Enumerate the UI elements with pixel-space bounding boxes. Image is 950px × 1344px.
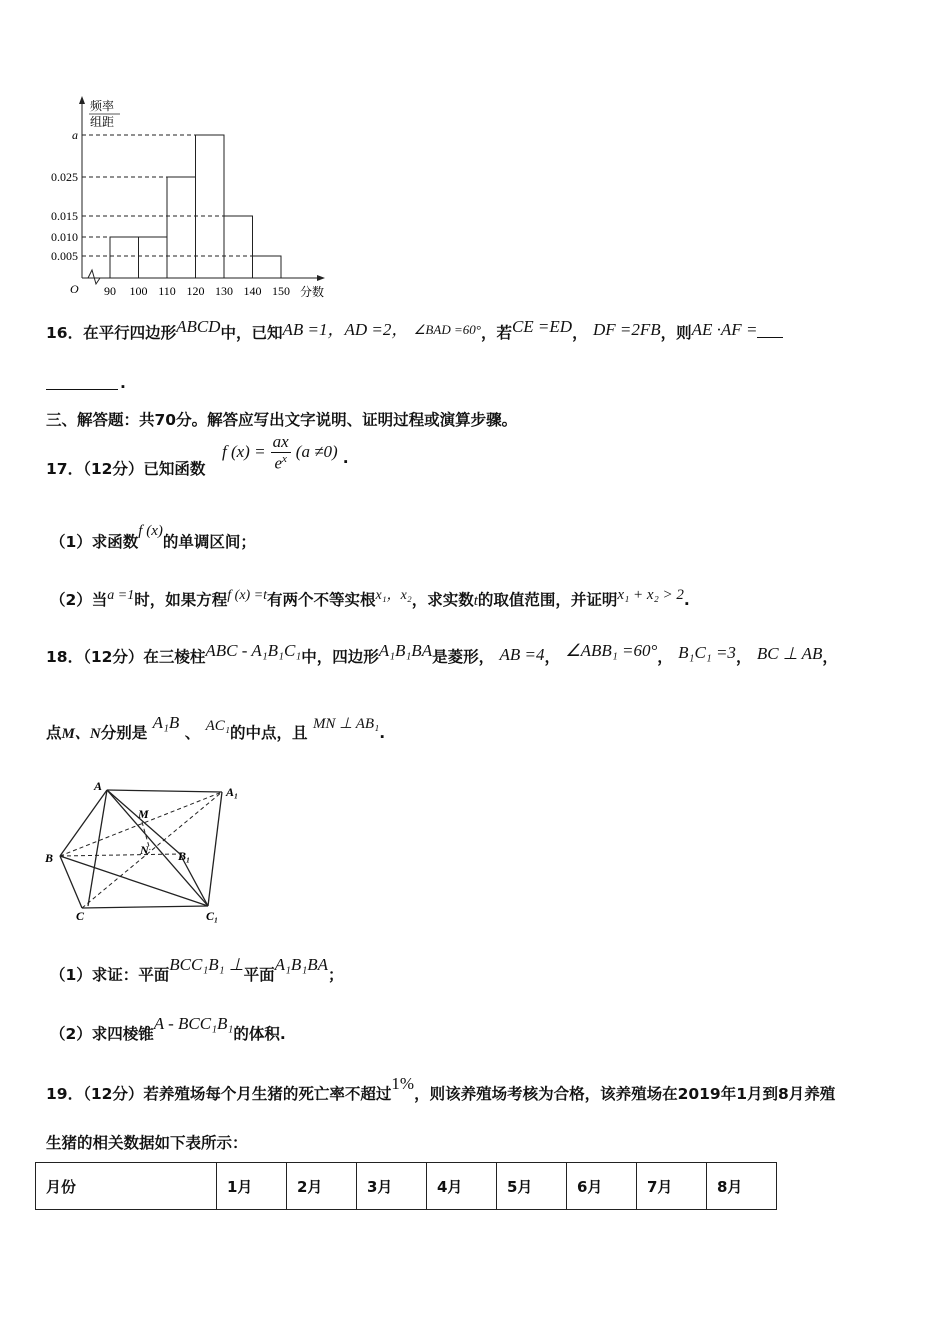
q19-line1 <box>46 1074 836 1104</box>
vertex-A: A <box>94 779 103 793</box>
q18-b1c1: B₁C₁ =3 <box>678 643 736 662</box>
q18-text: . <box>379 724 386 742</box>
q19-text: 19．（12分）若养殖场每个月生猪的死亡率不超过 <box>46 1085 392 1103</box>
q18-plane1: BCC₁B₁ ⊥ <box>169 955 244 974</box>
q18-text: 中，四边形 <box>301 648 379 666</box>
q18-text: ， <box>544 648 561 666</box>
edge-A-A1 <box>107 790 222 792</box>
q16-abcd: ABCD <box>176 317 221 336</box>
y-tick-label: 0.015 <box>51 209 78 223</box>
table-row <box>36 1163 777 1210</box>
histogram-bar <box>167 177 196 278</box>
q19-text: ，则该养殖场考核为合格，该养殖场在2019年1月到8月养殖 <box>414 1085 836 1103</box>
q18-angle: ∠ABB₁ =60° <box>565 641 658 660</box>
q17-part2-text: . <box>683 591 690 609</box>
q16-text: ，则 <box>660 324 692 342</box>
histogram-bar <box>139 237 168 278</box>
histogram-bar <box>110 237 139 278</box>
x-tick-label: 110 <box>158 284 176 298</box>
edge-C-A1 <box>82 792 222 908</box>
x-tick-label: 130 <box>215 284 233 298</box>
q18-mnperp: MN ⊥ AB₁ <box>312 716 380 732</box>
q18-line2 <box>46 713 386 743</box>
y-tick-label: 0.010 <box>51 230 78 244</box>
edge-C-C1 <box>82 906 208 908</box>
vertex-B: B <box>45 851 54 865</box>
x-tick-label: 100 <box>129 284 148 298</box>
q17-part2 <box>50 588 690 610</box>
frequency-histogram <box>30 92 350 307</box>
q16-text: ，若 <box>480 324 512 342</box>
section-heading: 三、解答题：共70分。解答应写出文字说明、证明过程或演算步骤。 <box>46 411 518 429</box>
q18-part2-text: （2）求四棱锥 <box>50 1025 154 1043</box>
q18-part1 <box>50 955 344 985</box>
q17-part2-text: 有两个不等实根 <box>267 591 376 609</box>
q17-function <box>222 432 349 474</box>
vertex-B1: B₁ <box>178 849 191 863</box>
q16-text: ， <box>572 324 588 342</box>
y-axis-arrow <box>79 96 85 104</box>
q18-mn: M、N <box>61 726 101 742</box>
vertex-M: M <box>138 807 149 821</box>
q18-line1 <box>46 641 838 667</box>
q17-number: 17．（12分）已知函数 <box>46 460 206 478</box>
q17-part2-a: a =1 <box>107 588 135 603</box>
q16-ce: CE =ED <box>511 317 573 336</box>
q18-plane2: A₁B₁BA <box>274 955 328 974</box>
q17-part2-text: 的取值范围，并证明 <box>477 591 618 609</box>
q18-part1-text: ； <box>328 966 344 984</box>
edge-B-B1 <box>60 854 180 856</box>
vertex-C1: C₁ <box>206 909 219 923</box>
y-tick-label: 0.025 <box>51 170 78 184</box>
q17-part1 <box>50 523 256 552</box>
q18-a1b: A₁B <box>152 713 180 732</box>
edge-A-B <box>60 790 107 856</box>
table-header-cell: 2月 <box>287 1163 357 1210</box>
x-tick-label: 90 <box>104 284 116 298</box>
q17-part2-eq: f (x) =t <box>227 588 268 603</box>
q18-part2 <box>50 1014 286 1044</box>
q17-part2-ineq: x₁ + x₂ > 2 <box>617 587 684 603</box>
x-tick-label: 140 <box>243 284 262 298</box>
x-axis-arrow <box>317 275 325 281</box>
q18-part1-text: 平面 <box>243 966 275 984</box>
q17-period: . <box>342 449 349 467</box>
q16-number: 16．在平行四边形 <box>46 324 177 342</box>
q18-text: 分别是 <box>100 724 148 742</box>
q18-ab: AB =4 <box>499 645 545 664</box>
answer-blank-cont[interactable] <box>46 375 118 390</box>
histogram-bar <box>253 256 282 278</box>
q18-prism: ABC - A₁B₁C₁ <box>205 641 302 660</box>
axis-break <box>88 270 100 284</box>
edge-A-C <box>88 790 107 906</box>
vertex-N: N <box>140 843 149 857</box>
table-header-cell: 月份 <box>36 1163 217 1210</box>
y-tick-label: a <box>72 128 78 142</box>
q18-text: ， <box>735 648 752 666</box>
q16-ab: AB =1， <box>282 320 345 339</box>
x-tick-label: 120 <box>186 284 205 298</box>
y-axis-label-bottom: 组距 <box>90 115 115 129</box>
q16-ad: AD =2， <box>344 320 409 339</box>
y-tick-label: 0.005 <box>51 249 78 263</box>
origin-label: O <box>70 282 79 296</box>
q16-df: DF =2FB <box>592 320 661 339</box>
histogram-bar <box>196 135 225 278</box>
q16-line <box>46 318 783 343</box>
table-header-cell: 6月 <box>567 1163 637 1210</box>
q18-text: 是菱形， <box>432 648 495 666</box>
q19-line2: 生猪的相关数据如下表所示： <box>46 1134 248 1152</box>
q17-part2-t: t <box>473 593 478 609</box>
y-axis-label-top: 频率 <box>90 99 115 113</box>
q16-angle: ∠BAD =60° <box>413 322 481 337</box>
q17-fraction <box>271 432 291 474</box>
q17-denominator: $e^x$ <box>274 453 287 473</box>
x-tick-label: 150 <box>272 284 290 298</box>
x-axis-label: 分数 <box>300 285 325 299</box>
q17-part2-text: ，求实数 <box>411 591 474 609</box>
q18-part2-text: 的体积. <box>233 1025 286 1043</box>
vertex-C: C <box>76 909 85 923</box>
histogram-bar <box>224 216 253 278</box>
q18-text: 、 <box>184 724 201 742</box>
table-header-cell: 1月 <box>217 1163 287 1210</box>
q16-dot-product: AE ·AF = <box>691 320 758 339</box>
prism-diagram <box>40 778 250 928</box>
q18-text: 点 <box>46 724 62 742</box>
q18-part1-text: （1）求证：平面 <box>50 966 170 984</box>
vertex-A1: A₁ <box>226 785 239 799</box>
answer-blank[interactable] <box>757 323 783 338</box>
q18-text: 的中点，且 <box>230 724 308 742</box>
q18-pyramid: A - BCC₁B₁ <box>153 1014 234 1033</box>
q18-quad: A₁B₁BA <box>378 641 433 660</box>
q17-part1-f: f (x) <box>138 523 163 539</box>
q16-period: . <box>120 374 126 392</box>
table-header-cell: 8月 <box>707 1163 777 1210</box>
q17-part2-text: 时，如果方程 <box>134 591 228 609</box>
q16-text: 中，已知 <box>220 324 283 342</box>
table-header-cell: 3月 <box>357 1163 427 1210</box>
q18-text: ， <box>822 648 838 666</box>
q19-pct: 1% <box>391 1074 415 1093</box>
edge-B-C <box>60 856 82 908</box>
q18-number: 18．（12分）在三棱柱 <box>46 648 206 666</box>
edge-A1-C1 <box>208 792 222 906</box>
q18-text: ， <box>657 648 673 666</box>
table-header-cell: 7月 <box>637 1163 707 1210</box>
q18-ac1: AC₁ <box>205 718 231 734</box>
q17-f: f (x) = <box>222 442 266 461</box>
q17-condition: (a ≠0) <box>295 442 338 461</box>
q17-part2-roots: x₁，x₂ <box>375 588 412 603</box>
table-header-cell: 4月 <box>427 1163 497 1210</box>
q17-part1-text: 的单调区间； <box>162 533 256 551</box>
q19-data-table <box>35 1162 777 1210</box>
q17-part2-text: （2）当 <box>50 591 108 609</box>
q18-perp: BC ⊥ AB <box>756 644 823 663</box>
table-header-cell: 5月 <box>497 1163 567 1210</box>
q17-numerator: ax <box>272 432 289 451</box>
q17-part1-text: （1）求函数 <box>50 533 139 551</box>
